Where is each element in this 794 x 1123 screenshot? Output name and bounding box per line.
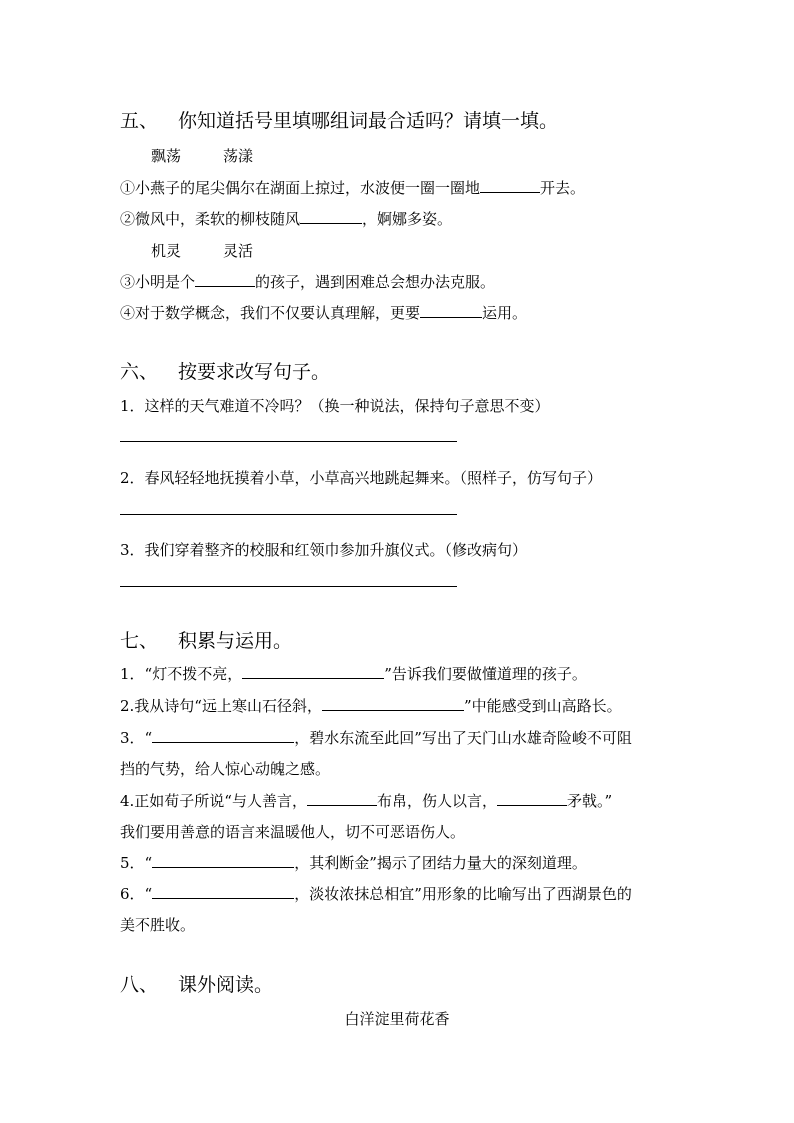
answer-blank[interactable] <box>152 853 294 868</box>
fill-item-3-continued: 挡的气势，给人惊心动魄之感。 <box>120 760 331 778</box>
fill-item-6 <box>120 883 632 904</box>
answer-blank[interactable] <box>307 791 377 806</box>
question-text: ③小明是个 <box>120 273 196 291</box>
item-text: 3．“ <box>120 729 153 747</box>
section-8-number: 八、 <box>120 974 159 996</box>
item-text: 6．“ <box>120 885 153 903</box>
rewrite-item-2: 2．春风轻轻地抚摸着小草，小草高兴地跳起舞来。（照样子，仿写句子） <box>120 469 603 487</box>
section-5-number: 五、 <box>120 110 159 132</box>
answer-blank[interactable] <box>242 664 384 679</box>
word-option: 荡漾 <box>223 147 254 165</box>
item-text: ，其利断金”揭示了团结力量大的深刻道理。 <box>294 854 587 872</box>
answer-blank[interactable] <box>300 209 362 224</box>
question-3 <box>120 271 495 292</box>
question-text: ，婀娜多姿。 <box>362 210 453 228</box>
question-text: 运用。 <box>482 304 528 322</box>
rewrite-item-3: 3．我们穿着整齐的校服和红领巾参加升旗仪式。（修改病句） <box>120 541 528 559</box>
fill-item-5 <box>120 852 587 873</box>
item-text: 5．“ <box>120 854 153 872</box>
section-5-title: 你知道括号里填哪组词最合适吗？请填一填。 <box>178 110 559 132</box>
item-text: ”中能感受到山高路长。 <box>463 697 622 715</box>
item-text: 1．“灯不拨不亮， <box>120 665 243 683</box>
section-6-heading <box>120 357 330 384</box>
word-option: 灵活 <box>223 242 254 260</box>
item-text: 2.我从诗句“远上寒山石径斜， <box>120 697 322 715</box>
section-7-heading <box>120 626 292 653</box>
question-text: ①小燕子的尾尖偶尔在湖面上掠过，水波便一圈一圈地 <box>120 179 481 197</box>
item-text: 布帛，伤人以言， <box>376 792 497 810</box>
section-7-title: 积累与运用。 <box>178 630 293 652</box>
fill-item-2 <box>120 695 622 716</box>
section-6-number: 六、 <box>120 361 159 383</box>
question-text: ②微风中，柔软的柳枝随风 <box>120 210 301 228</box>
answer-blank[interactable] <box>322 696 464 711</box>
item-text: 4.正如荀子所说“与人善言， <box>120 792 307 810</box>
section-6-title: 按要求改写句子。 <box>178 361 331 383</box>
answer-line[interactable] <box>120 514 457 515</box>
fill-item-1 <box>120 663 587 684</box>
question-1 <box>120 177 585 198</box>
answer-blank[interactable] <box>152 884 294 899</box>
answer-blank[interactable] <box>152 728 294 743</box>
answer-blank[interactable] <box>195 272 255 287</box>
word-pair-1 <box>151 145 253 166</box>
fill-item-6-continued: 美不胜收。 <box>120 916 196 934</box>
article-title: 白洋淀里荷花香 <box>344 1010 450 1028</box>
item-text: ，碧水东流至此回”写出了天门山水雄奇险峻不可阻 <box>294 729 632 747</box>
answer-blank[interactable] <box>480 178 540 193</box>
answer-blank[interactable] <box>420 303 482 318</box>
fill-item-4 <box>120 790 612 811</box>
answer-line[interactable] <box>120 441 457 442</box>
word-option: 机灵 <box>151 242 182 260</box>
answer-blank[interactable] <box>497 791 567 806</box>
fill-item-3 <box>120 727 632 748</box>
question-text: 开去。 <box>540 179 586 197</box>
answer-line[interactable] <box>120 586 457 587</box>
section-7-number: 七、 <box>120 630 159 652</box>
fill-item-4-continued: 我们要用善意的语言来温暖他人，切不可恶语伤人。 <box>120 823 466 841</box>
item-text: ，淡妆浓抹总相宜”用形象的比喻写出了西湖景色的 <box>294 885 632 903</box>
item-text: 矛戟。” <box>567 792 613 810</box>
question-2 <box>120 208 452 229</box>
item-text: ”告诉我们要做懂道理的孩子。 <box>384 665 587 683</box>
section-8-heading <box>120 970 273 997</box>
question-text: 的孩子，遇到困难总会想办法克服。 <box>255 273 496 291</box>
section-8-title: 课外阅读。 <box>178 974 274 996</box>
word-option: 飘荡 <box>151 147 182 165</box>
question-text: ④对于数学概念，我们不仅要认真理解，更要 <box>120 304 421 322</box>
section-5-heading <box>120 106 558 133</box>
word-pair-2 <box>151 240 253 261</box>
rewrite-item-1: 1．这样的天气难道不冷吗？（换一种说法，保持句子意思不变） <box>120 397 550 415</box>
question-4 <box>120 302 527 323</box>
